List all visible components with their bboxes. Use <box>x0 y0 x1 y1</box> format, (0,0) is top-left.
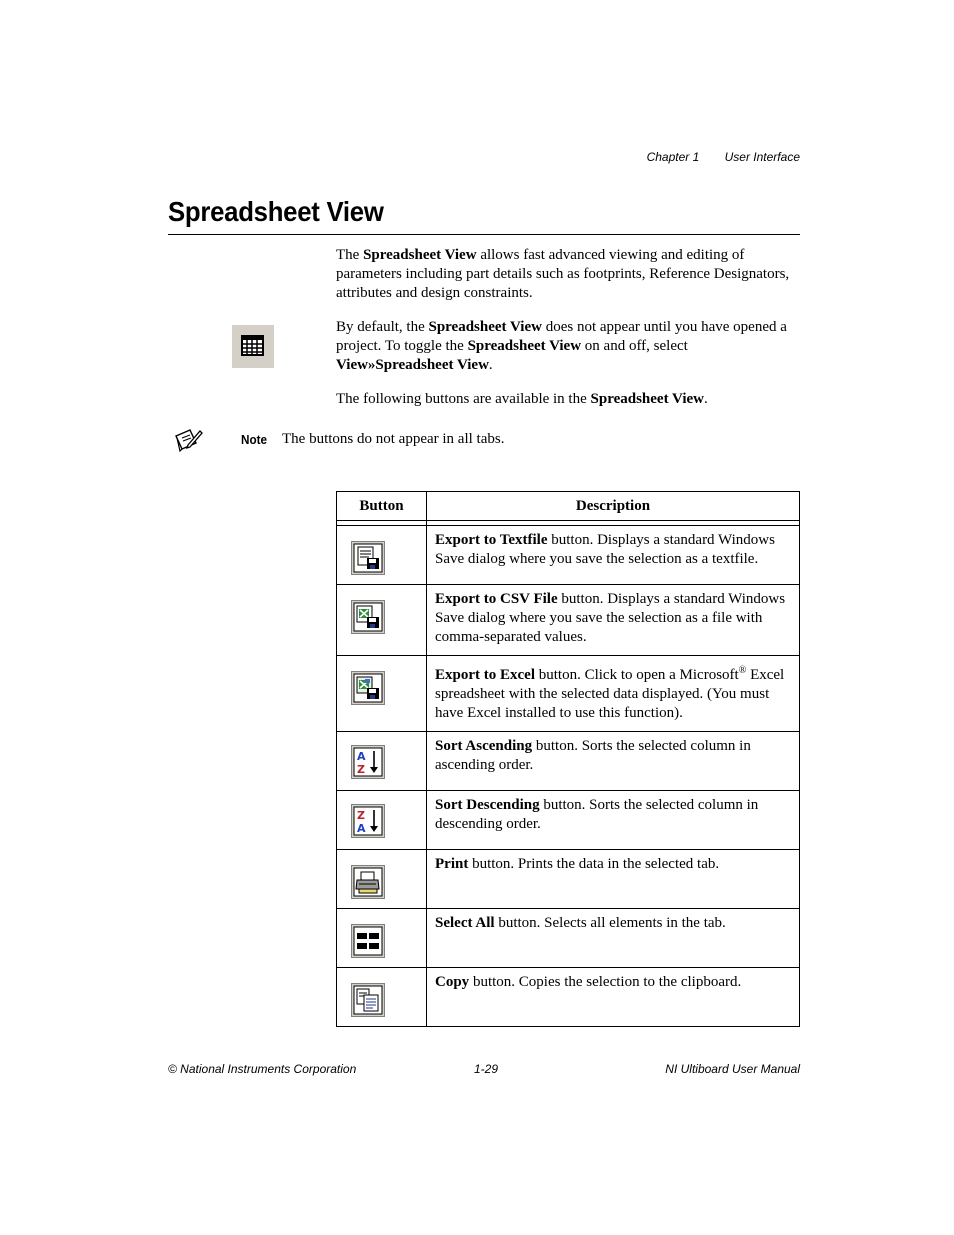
button-description: button. Sorts the selected column in descending order. <box>435 797 759 832</box>
svg-text:A: A <box>357 822 366 835</box>
select-all-icon <box>351 924 385 958</box>
note-label: Note <box>241 432 268 447</box>
note-pencil-icon <box>174 427 204 458</box>
button-description: button. Selects all elements in the tab. <box>494 915 726 931</box>
running-head-chapter: Chapter 1 <box>646 150 700 164</box>
text-run: allows fast advanced viewing and editing of parameters including part details such as footprints, Reference Designators, attributes and design constraints. <box>336 247 790 301</box>
button-description: button. Displays a standard Windows Save dialog where you save the selection as a textfile. <box>435 532 775 567</box>
text-run: The <box>336 247 364 263</box>
intro-paragraph-2 <box>336 318 800 375</box>
table-row <box>337 791 800 850</box>
svg-text:Z: Z <box>357 809 365 822</box>
table-row <box>337 850 800 909</box>
text-run: . <box>704 391 708 407</box>
text-run: The following buttons are available in the <box>336 391 591 407</box>
term-spreadsheet-view: Spreadsheet View <box>363 247 477 263</box>
export-csv-icon <box>351 600 385 634</box>
row-description <box>427 791 800 850</box>
button-name: Export to CSV File <box>435 591 558 607</box>
button-name: Sort Descending <box>435 797 540 813</box>
term-spreadsheet-view: Spreadsheet View <box>467 338 582 354</box>
button-name: Export to Excel <box>435 667 535 683</box>
running-head-section: User Interface <box>724 150 800 164</box>
table-row <box>337 909 800 968</box>
export-excel-icon <box>351 671 385 705</box>
menu-path: View»Spreadsheet View <box>336 357 489 373</box>
button-description: button. Sorts the selected column in ascending order. <box>435 738 751 773</box>
term-spreadsheet-view: Spreadsheet View <box>428 319 542 335</box>
sort-descending-icon <box>351 804 385 838</box>
button-description: Excel spreadsheet with the selected data displayed. (You must have Excel installed to use this function). <box>435 667 785 721</box>
button-name: Copy <box>435 974 470 990</box>
copy-icon <box>351 983 385 1017</box>
row-description <box>427 526 800 585</box>
export-textfile-icon <box>351 541 385 575</box>
text-run: on and off, select <box>581 338 688 354</box>
button-description: button. Prints the data in the selected tab. <box>468 856 720 872</box>
row-description <box>427 656 800 732</box>
registered-mark: ® <box>738 665 747 676</box>
table-row <box>337 656 800 732</box>
intro-paragraph-3 <box>336 390 800 409</box>
note-text: The buttons do not appear in all tabs. <box>282 431 505 447</box>
table-row <box>337 585 800 656</box>
row-description <box>427 909 800 968</box>
running-head <box>647 150 800 164</box>
header-button: Button <box>337 492 427 521</box>
button-description: button. Click to open a Microsoft <box>534 667 739 683</box>
svg-text:A: A <box>357 750 366 763</box>
row-description <box>427 732 800 791</box>
table-row <box>337 526 800 585</box>
svg-text:Z: Z <box>357 763 365 776</box>
button-description: button. Copies the selection to the clipboard. <box>469 974 742 990</box>
header-description: Description <box>427 492 800 521</box>
button-name: Print <box>435 856 469 872</box>
footer-copyright: © National Instruments Corporation <box>168 1062 357 1076</box>
text-run: . <box>488 357 493 373</box>
button-name: Export to Textfile <box>435 532 548 548</box>
spreadsheet-view-grid-icon <box>232 325 274 368</box>
page-title: Spreadsheet View <box>168 196 384 227</box>
text-run: By default, the <box>336 319 429 335</box>
button-description: button. Displays a standard Windows Save dialog where you save the selection as a file with comma-separated values. <box>435 591 786 645</box>
title-rule <box>168 234 800 235</box>
row-description <box>427 968 800 1027</box>
row-description <box>427 585 800 656</box>
table-header-row <box>337 492 800 521</box>
buttons-table <box>336 491 800 1027</box>
intro-paragraph-1 <box>336 246 800 303</box>
table-row <box>337 968 800 1027</box>
row-description <box>427 850 800 909</box>
footer-page-number: 1-29 <box>474 1062 499 1076</box>
sort-ascending-icon <box>351 745 385 779</box>
text-run: does not appear until you have opened a project. To toggle the <box>336 319 787 354</box>
button-name: Select All <box>435 915 495 931</box>
term-spreadsheet-view: Spreadsheet View <box>590 391 704 407</box>
table-row <box>337 732 800 791</box>
button-name: Sort Ascending <box>435 738 533 754</box>
print-icon <box>351 865 385 899</box>
footer-manual-title: NI Ultiboard User Manual <box>665 1062 800 1076</box>
